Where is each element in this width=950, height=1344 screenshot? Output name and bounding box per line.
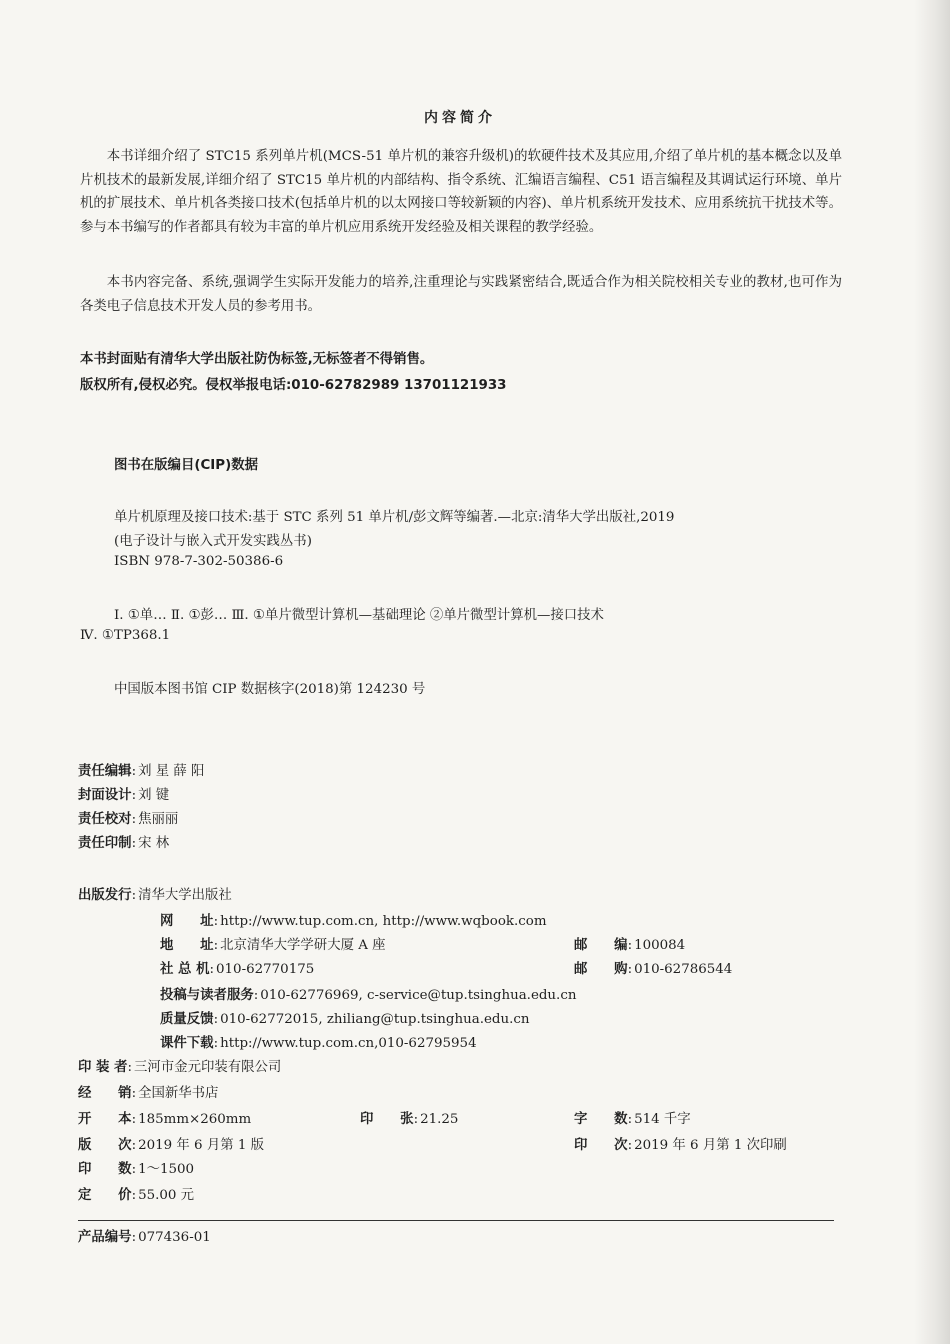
intro-paragraph-1: 本书详细介绍了 STC15 系列单片机(MCS-51 单片机的兼容升级机)的软硬件技术及其应用,介绍了单片机的基本概念以及单片机技术的最新发展,详细介绍了 STC15 单片机的内部结构、指令系统、汇编语言编程、C51 语言编程及其调试运行环境、单片机的扩展技术、单片机各类接口技术(包括单片机的以太网接口等较新颖的内容)、单片机系统开发技术、应用系统抗干扰技术等。参与本书编写的作者都具有较为丰富的单片机应用系统开发经验及相关课程的教学经验。 bbox=[80, 149, 842, 235]
publisher-row: 出版发行: 清华大学出版社 bbox=[78, 888, 232, 903]
edition-row: 版 次: 2019 年 6 月第 1 版 bbox=[78, 1138, 265, 1153]
intro-title: 内容简介 bbox=[424, 110, 496, 126]
staff-row-editor: 责任编辑: 刘 星 薛 阳 bbox=[78, 760, 204, 779]
anti-counterfeit-notice: 本书封面贴有清华大学出版社防伪标签,无标签者不得销售。 bbox=[80, 352, 434, 367]
format-row: 开 本: 185mm×260mm bbox=[78, 1112, 252, 1127]
page-edge-shadow bbox=[914, 0, 950, 1344]
publisher-submission-row: 投稿与读者服务: 010-62776969, c-service@tup.tsinghua.edu.cn bbox=[160, 988, 577, 1003]
publisher-mailorder-row: 邮 购: 010-62786544 bbox=[574, 962, 733, 977]
cip-heading: 图书在版编目(CIP)数据 bbox=[114, 458, 258, 473]
staff-value: 焦丽丽 bbox=[138, 812, 179, 827]
printing-row: 印 次: 2019 年 6 月第 1 次印刷 bbox=[574, 1138, 787, 1153]
staff-value: 宋 林 bbox=[138, 836, 170, 851]
publisher-zip-row: 邮 编: 100084 bbox=[574, 938, 686, 953]
divider-rule bbox=[78, 1220, 834, 1221]
printer-row: 印 装 者: 三河市金元印装有限公司 bbox=[78, 1060, 282, 1075]
sheets-row: 印 张: 21.25 bbox=[360, 1112, 459, 1127]
staff-row-printing: 责任印制: 宋 林 bbox=[78, 832, 169, 851]
cip-classification-2: Ⅳ. ①TP368.1 bbox=[80, 628, 171, 643]
publisher-quality-row: 质量反馈: 010-62772015, zhiliang@tup.tsinghua.edu.cn bbox=[160, 1012, 530, 1027]
staff-label: 封面设计 bbox=[78, 788, 132, 803]
staff-label: 责任编辑 bbox=[78, 764, 132, 779]
publisher-website-row: 网 址: http://www.tup.com.cn, http://www.wqbook.com bbox=[160, 914, 547, 929]
staff-label: 责任印制 bbox=[78, 836, 132, 851]
copyright-notice: 版权所有,侵权必究。侵权举报电话:010-62782989 13701121933 bbox=[80, 378, 507, 393]
staff-value: 刘 星 薛 阳 bbox=[138, 764, 205, 779]
publisher-courseware-row: 课件下载: http://www.tup.com.cn,010-62795954 bbox=[160, 1036, 477, 1051]
staff-row-cover: 封面设计: 刘 键 bbox=[78, 784, 169, 803]
distributor-row: 经 销: 全国新华书店 bbox=[78, 1086, 219, 1101]
copies-row: 印 数: 1～1500 bbox=[78, 1162, 195, 1177]
cip-title-line: 单片机原理及接口技术:基于 STC 系列 51 单片机/彭文辉等编著.—北京:清华大学出版社,2019 bbox=[114, 510, 675, 525]
cip-classification-1: Ⅰ. ①单… Ⅱ. ①彭… Ⅲ. ①单片微型计算机—基础理论 ②单片微型计算机—接口技术 bbox=[114, 608, 604, 623]
staff-value: 刘 键 bbox=[138, 788, 170, 803]
word-count-row: 字 数: 514 千字 bbox=[574, 1112, 691, 1127]
cip-series-line: (电子设计与嵌入式开发实践丛书) bbox=[114, 534, 312, 549]
cip-isbn: ISBN 978-7-302-50386-6 bbox=[114, 554, 284, 569]
publisher-switchboard-row: 社 总 机: 010-62770175 bbox=[160, 962, 315, 977]
price-row: 定 价: 55.00 元 bbox=[78, 1188, 195, 1203]
cip-record-number: 中国版本图书馆 CIP 数据核字(2018)第 124230 号 bbox=[114, 682, 426, 697]
staff-label: 责任校对 bbox=[78, 812, 132, 827]
staff-row-proofreader: 责任校对: 焦丽丽 bbox=[78, 808, 178, 827]
publisher-address-row: 地 址: 北京清华大学学研大厦 A 座 bbox=[160, 938, 386, 953]
intro-paragraph-2: 本书内容完备、系统,强调学生实际开发能力的培养,注重理论与实践紧密结合,既适合作为相关院校相关专业的教材,也可作为各类电子信息技术开发人员的参考用书。 bbox=[80, 275, 842, 314]
product-code-row: 产品编号: 077436-01 bbox=[78, 1230, 211, 1245]
